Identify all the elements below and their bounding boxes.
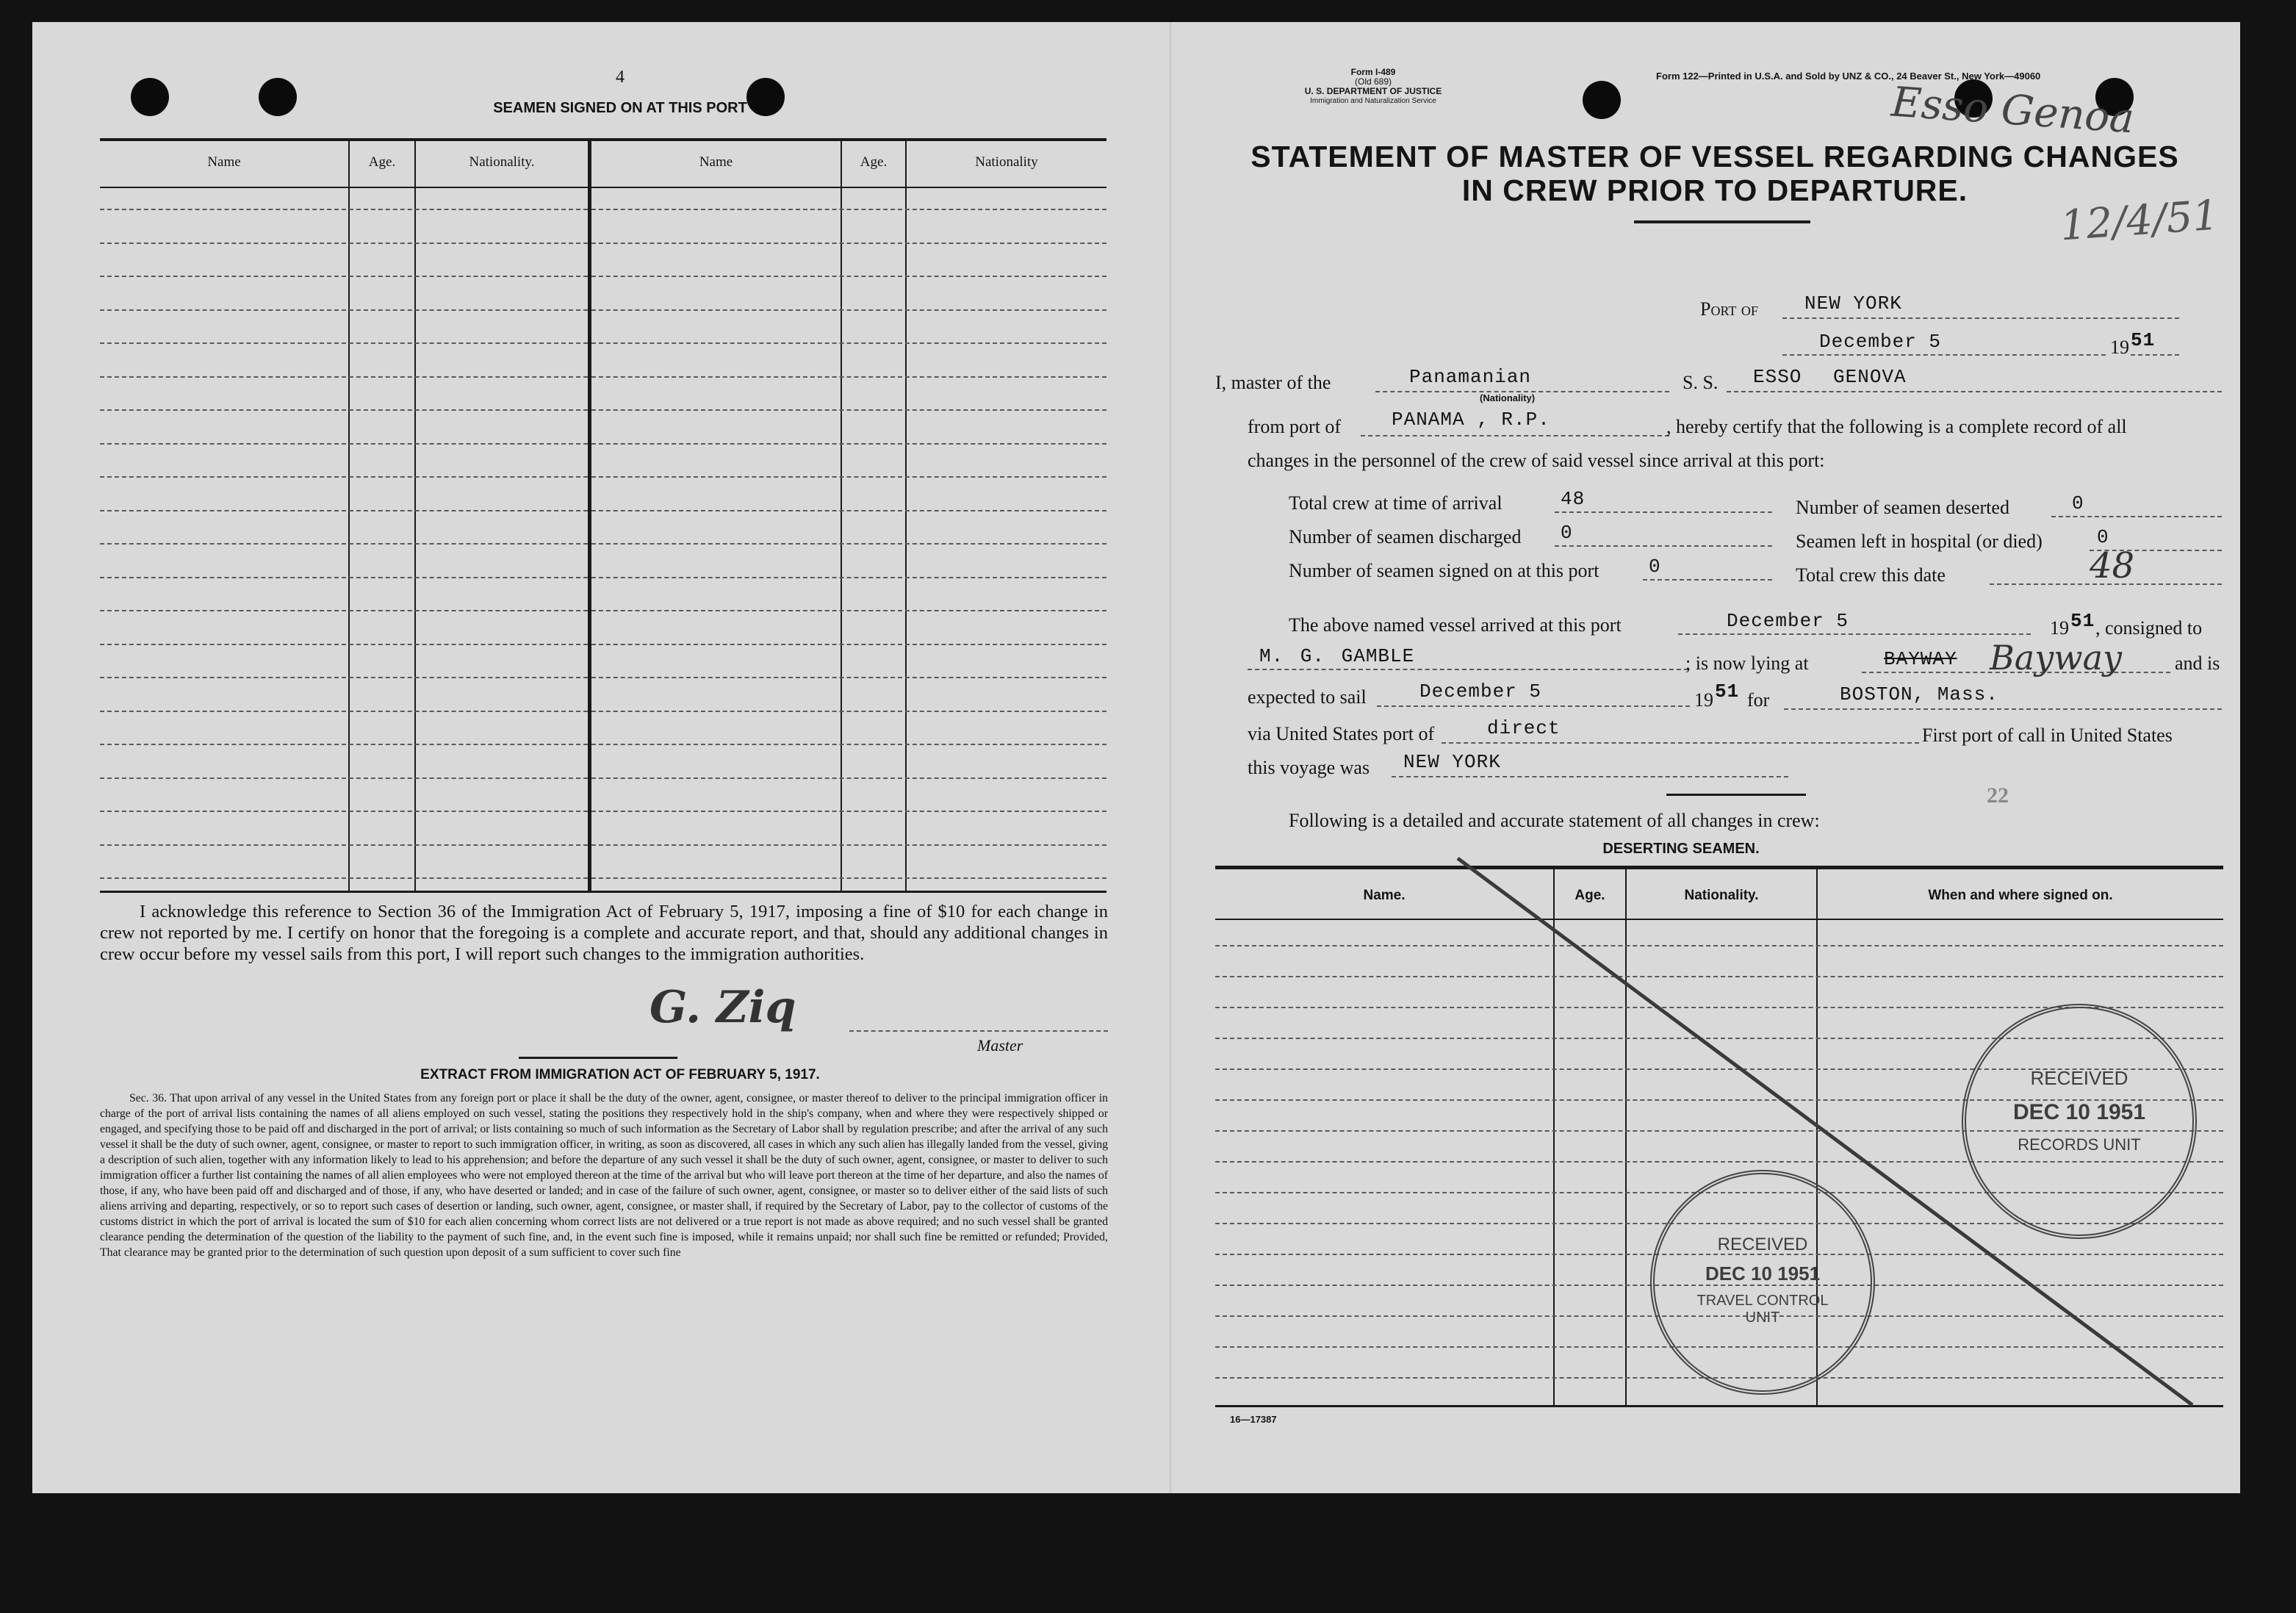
expected-label: expected to sail	[1248, 686, 1367, 708]
lying-handwritten: Bayway	[1990, 638, 2123, 678]
records-unit-stamp	[1962, 1004, 2197, 1239]
via-value: direct	[1487, 717, 1561, 739]
master-of-label: I, master of the	[1215, 372, 1331, 393]
acknowledgement-text: I acknowledge this reference to Section 36 of the Immigration Act of February 5, 1917, imposing a fine of $10 for each change in crew not reported by me. I certify on honor that the foregoing is a complete and accurate report, and that, should any additional changes in crew occur before my vessel sails from this port, I will report such changes to the immigration authorities.	[100, 902, 1108, 964]
stamp-unit: RECORDS UNIT	[2018, 1135, 2141, 1154]
lying-label: ; is now lying at	[1685, 653, 1809, 674]
year-prefix: 19	[2110, 337, 2129, 358]
total-crew-date-label: Total crew this date	[1796, 564, 1946, 586]
col-header-name: Name	[699, 154, 733, 170]
nationality-value: Panamanian	[1409, 366, 1532, 388]
col-header-signed-on: When and where signed on.	[1928, 888, 2113, 903]
consigned-label: , consigned to	[2095, 617, 2203, 639]
department-name: U. S. DEPARTMENT OF JUSTICE	[1304, 86, 1442, 96]
first-port-label: First port of call in United States	[1922, 725, 2173, 746]
left-page-title: SEAMEN SIGNED ON AT THIS PORT	[493, 100, 747, 116]
total-crew-arrival: 48	[1561, 488, 1586, 510]
stamp-date: DEC 10 1951	[2012, 1100, 2146, 1124]
form-title-line2: IN CREW PRIOR TO DEPARTURE.	[1461, 173, 1968, 207]
arrived-date: December 5	[1727, 610, 1849, 632]
hospital-count: 0	[2097, 526, 2109, 548]
ss-label: S. S.	[1683, 372, 1719, 393]
via-label: via United States port of	[1248, 723, 1435, 744]
master-signature: G. Ziq	[649, 982, 796, 1033]
and-is-label: and is	[2175, 653, 2220, 674]
vessel-name: ESSO GENOVA	[1753, 366, 1907, 388]
extract-title: EXTRACT FROM IMMIGRATION ACT OF FEBRUARY 5, 1917.	[420, 1067, 820, 1082]
total-crew-arrival-label: Total crew at time of arrival	[1289, 492, 1503, 514]
printer-note: Form 122—Printed in U.S.A. and Sold by UNZ & CO., 24 Beaver St., New York—49060	[1656, 71, 2041, 82]
for-label: for	[1747, 689, 1770, 711]
handwritten-vessel-name: Esso Genoa	[1890, 78, 2136, 143]
date-value: December 5	[1819, 331, 1942, 353]
sail-year: 51	[1715, 680, 1740, 703]
total-crew-date: 48	[2090, 545, 2135, 586]
port-value: NEW YORK	[1804, 292, 1902, 315]
col-header-nationality: Nationality.	[1684, 888, 1759, 903]
master-label: Master	[977, 1036, 1023, 1055]
form-title-line1: STATEMENT OF MASTER OF VESSEL REGARDING CHANGES	[1250, 140, 2179, 173]
voyage-label: this voyage was	[1248, 757, 1370, 778]
service-name: Immigration and Naturalization Service	[1310, 97, 1436, 105]
certify-text: , hereby certify that the following is a complete record of all	[1666, 416, 2127, 437]
nationality-label: (Nationality)	[1480, 392, 1536, 403]
signed-on-label: Number of seamen signed on at this port	[1289, 560, 1599, 581]
extract-text: Sec. 36. That upon arrival of any vessel in the United States from any foreign port or place it shall be the duty of the owner, agent, consignee, or master thereof to deliver to the principal immigration officer in charge of the port of arrival lists containing the names of all aliens employed on such vessel, stating the positions they respectively hold in the ship's company, when and where they were respectively shipped or engaged, and specifying those to be paid off and discharged in the port of arrival; or lists containing so much of such information as the Secretary of Labor shall by regulation prescribe; and after the arrival of any such vessel it shall be the duty of such owner, agent, consignee, or master to report to such immigration officer, in writing, as soon as discovered, all cases in which any such alien has illegally landed from the vessel, giving a description of such alien, together with any information likely to lead to his apprehension; and before the departure of any such vessel it shall be the duty of such owner, agent, consignee, or master to deliver to such immigration officer a further list containing the names of all alien employees who were not employed thereon at the time of the arrival but who will leave port thereon at the time of her departure, and also the names of those, if any, who have been paid off and discharged and of those, if any, who have deserted or landed; and in case of the failure of such owner, agent, consignee, or master so to deliver either of the said lists of such aliens arriving and departing, respectively, or so to report such cases of desertion or landing, such owner, agent, consignee, or master shall, if required by the Secretary of Labor, pay to the collector of customs of the customs district in which the port of arrival is located the sum of $10 for each alien concerning whom correct lists are not delivered or a true report is not made as above required; and no such vessel shall be granted clearance pending the determination of the question of the liability to the payment of such fine, and, in the event such fine is imposed, while it remains unpaid; nor shall such fine be remitted or refunded; Provided, That clearance may be granted prior to the determination of such question upon deposit of a sum sufficient to cover such fine	[100, 1092, 1108, 1259]
sail-year-prefix: 19	[1694, 689, 1713, 711]
hospital-label: Seamen left in hospital (or died)	[1796, 531, 2043, 552]
stamp-unit: TRAVEL CONTROL UNIT	[1696, 1293, 1829, 1326]
consignee-value: M. G. GAMBLE	[1259, 645, 1415, 667]
document-sheet	[32, 22, 2240, 1493]
page-number: 4	[616, 68, 625, 87]
arrived-label: The above named vessel arrived at this port	[1289, 614, 1622, 636]
from-port-value: PANAMA , R.P.	[1392, 409, 1550, 431]
col-header-name: Name	[207, 154, 241, 170]
deserted-label: Number of seamen deserted	[1796, 497, 2009, 518]
changes-text: changes in the personnel of the crew of said vessel since arrival at this port:	[1248, 450, 1825, 471]
col-header-age: Age.	[1575, 888, 1605, 903]
stamp-date: DEC 10 1951	[1705, 1262, 1821, 1285]
travel-control-stamp	[1650, 1170, 1875, 1395]
deserting-title: DESERTING SEAMEN.	[1602, 841, 1760, 857]
arrived-year: 51	[2070, 610, 2095, 632]
col-header-age: Age.	[860, 154, 888, 170]
year-value: 51	[2131, 329, 2156, 351]
signed-on-count: 0	[1649, 556, 1661, 578]
col-header-nationality: Nationality.	[469, 154, 535, 170]
col-header-nationality: Nationality	[975, 154, 1038, 170]
voyage-value: NEW YORK	[1403, 751, 1501, 773]
stamp-received: RECEIVED	[2030, 1067, 2128, 1089]
port-label: Port of	[1700, 298, 1758, 320]
destination-value: BOSTON, Mass.	[1840, 683, 1998, 705]
footer-code: 16—17387	[1230, 1414, 1277, 1425]
handwritten-date: 12/4/51	[2058, 191, 2220, 251]
discharged-count: 0	[1561, 522, 1573, 544]
form-number: Form I-489	[1350, 67, 1396, 77]
lying-value: BAYWAY	[1884, 648, 1957, 670]
margin-mark: 22	[1987, 783, 2009, 808]
col-header-age: Age.	[368, 154, 396, 170]
col-header-name: Name.	[1363, 888, 1406, 903]
diagonal-strike	[32, 22, 2240, 1493]
stamp-received: RECEIVED	[1717, 1235, 1808, 1254]
discharged-label: Number of seamen discharged	[1289, 526, 1522, 547]
arrived-year-prefix: 19	[2050, 617, 2069, 639]
form-old-number: (Old 689)	[1354, 76, 1392, 87]
following-text: Following is a detailed and accurate statement of all changes in crew:	[1289, 810, 1820, 831]
sail-date: December 5	[1419, 680, 1542, 703]
deserted-count: 0	[2072, 492, 2084, 514]
from-port-label: from port of	[1248, 416, 1342, 437]
